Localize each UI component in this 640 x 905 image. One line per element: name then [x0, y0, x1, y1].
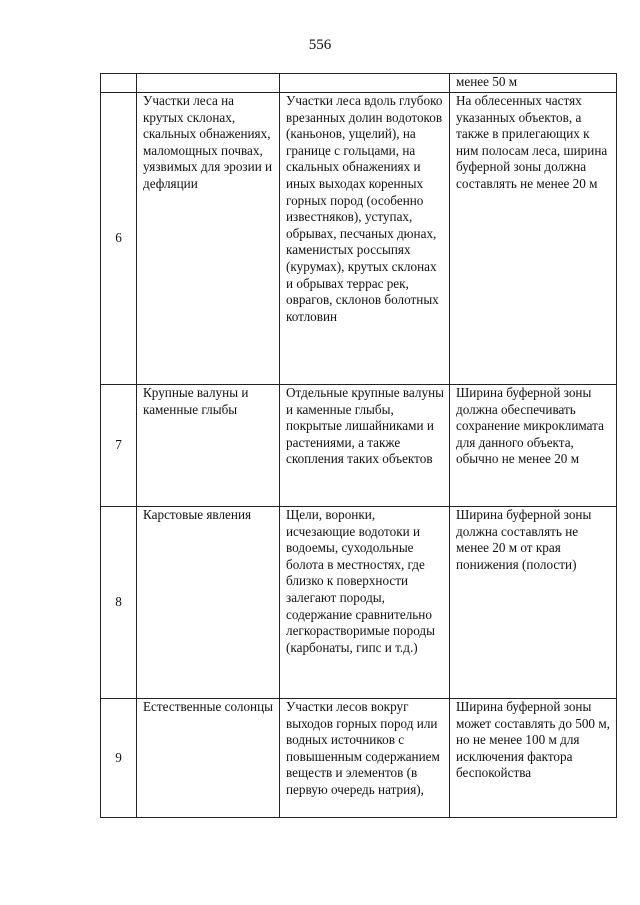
table-cell-description: Щели, воронки, исчезающие водотоки и водоемы, суходольные болота в местностях, где близко к поверхности залегают породы, содержание сравнительно легкорастворимые породы (карбонаты, гипс и т.д.) — [280, 507, 450, 699]
document-table — [100, 73, 617, 818]
table-row — [101, 93, 617, 385]
table-cell-object: Карстовые явления — [137, 507, 280, 699]
table-cell-object — [137, 74, 280, 93]
table-row — [101, 507, 617, 699]
table-cell-description: Участки леса вдоль глубоко врезанных долин водотоков (каньонов, ущелий), на границе с гольцами, на скальных обнажениях и иных выходах коренных горных пород (особенно известняков), уступах, обрывах, песчаных дюнах, каменистых россыпях (курумах), крутых склонах и обрывах террас рек, оврагов, склонов болотных котловин — [280, 93, 450, 385]
table-row — [101, 699, 617, 818]
table-cell-buffer: Ширина буферной зоны может составлять до 500 м, но не менее 100 м для исключения фактора беспокойства — [450, 699, 617, 818]
page-number: 556 — [308, 37, 332, 53]
table-cell-buffer: На облесенных частях указанных объектов, а также в прилегающих к ним полосам леса, ширина буферной зоны должна составлять не менее 20 м — [450, 93, 617, 385]
table-cell-description — [280, 74, 450, 93]
table-cell-number: 9 — [101, 699, 137, 818]
table-row — [101, 385, 617, 507]
table-cell-object: Естественные солонцы — [137, 699, 280, 818]
table-cell-number: 8 — [101, 507, 137, 699]
table-cell-buffer: менее 50 м — [450, 74, 617, 93]
table-cell-number: 6 — [101, 93, 137, 385]
table-cell-number — [101, 74, 137, 93]
table-cell-object: Крупные валуны и каменные глыбы — [137, 385, 280, 507]
table-cell-buffer: Ширина буферной зоны должна обеспечивать сохранение микроклимата для данного объекта, обычно не менее 20 м — [450, 385, 617, 507]
table-cell-description: Отдельные крупные валуны и каменные глыбы, покрытые лишайниками и растениями, а также скопления таких объектов — [280, 385, 450, 507]
table-row — [101, 74, 617, 93]
table-cell-description: Участки лесов вокруг выходов горных пород или водных источников с повышенным содержанием веществ и элементов (в первую очередь натрия), — [280, 699, 450, 818]
table-cell-object: Участки леса на крутых склонах, скальных обнажениях, маломощных почвах, уязвимых для эрозии и дефляции — [137, 93, 280, 385]
table-cell-buffer: Ширина буферной зоны должна составлять не менее 20 м от края понижения (полости) — [450, 507, 617, 699]
table-cell-number: 7 — [101, 385, 137, 507]
